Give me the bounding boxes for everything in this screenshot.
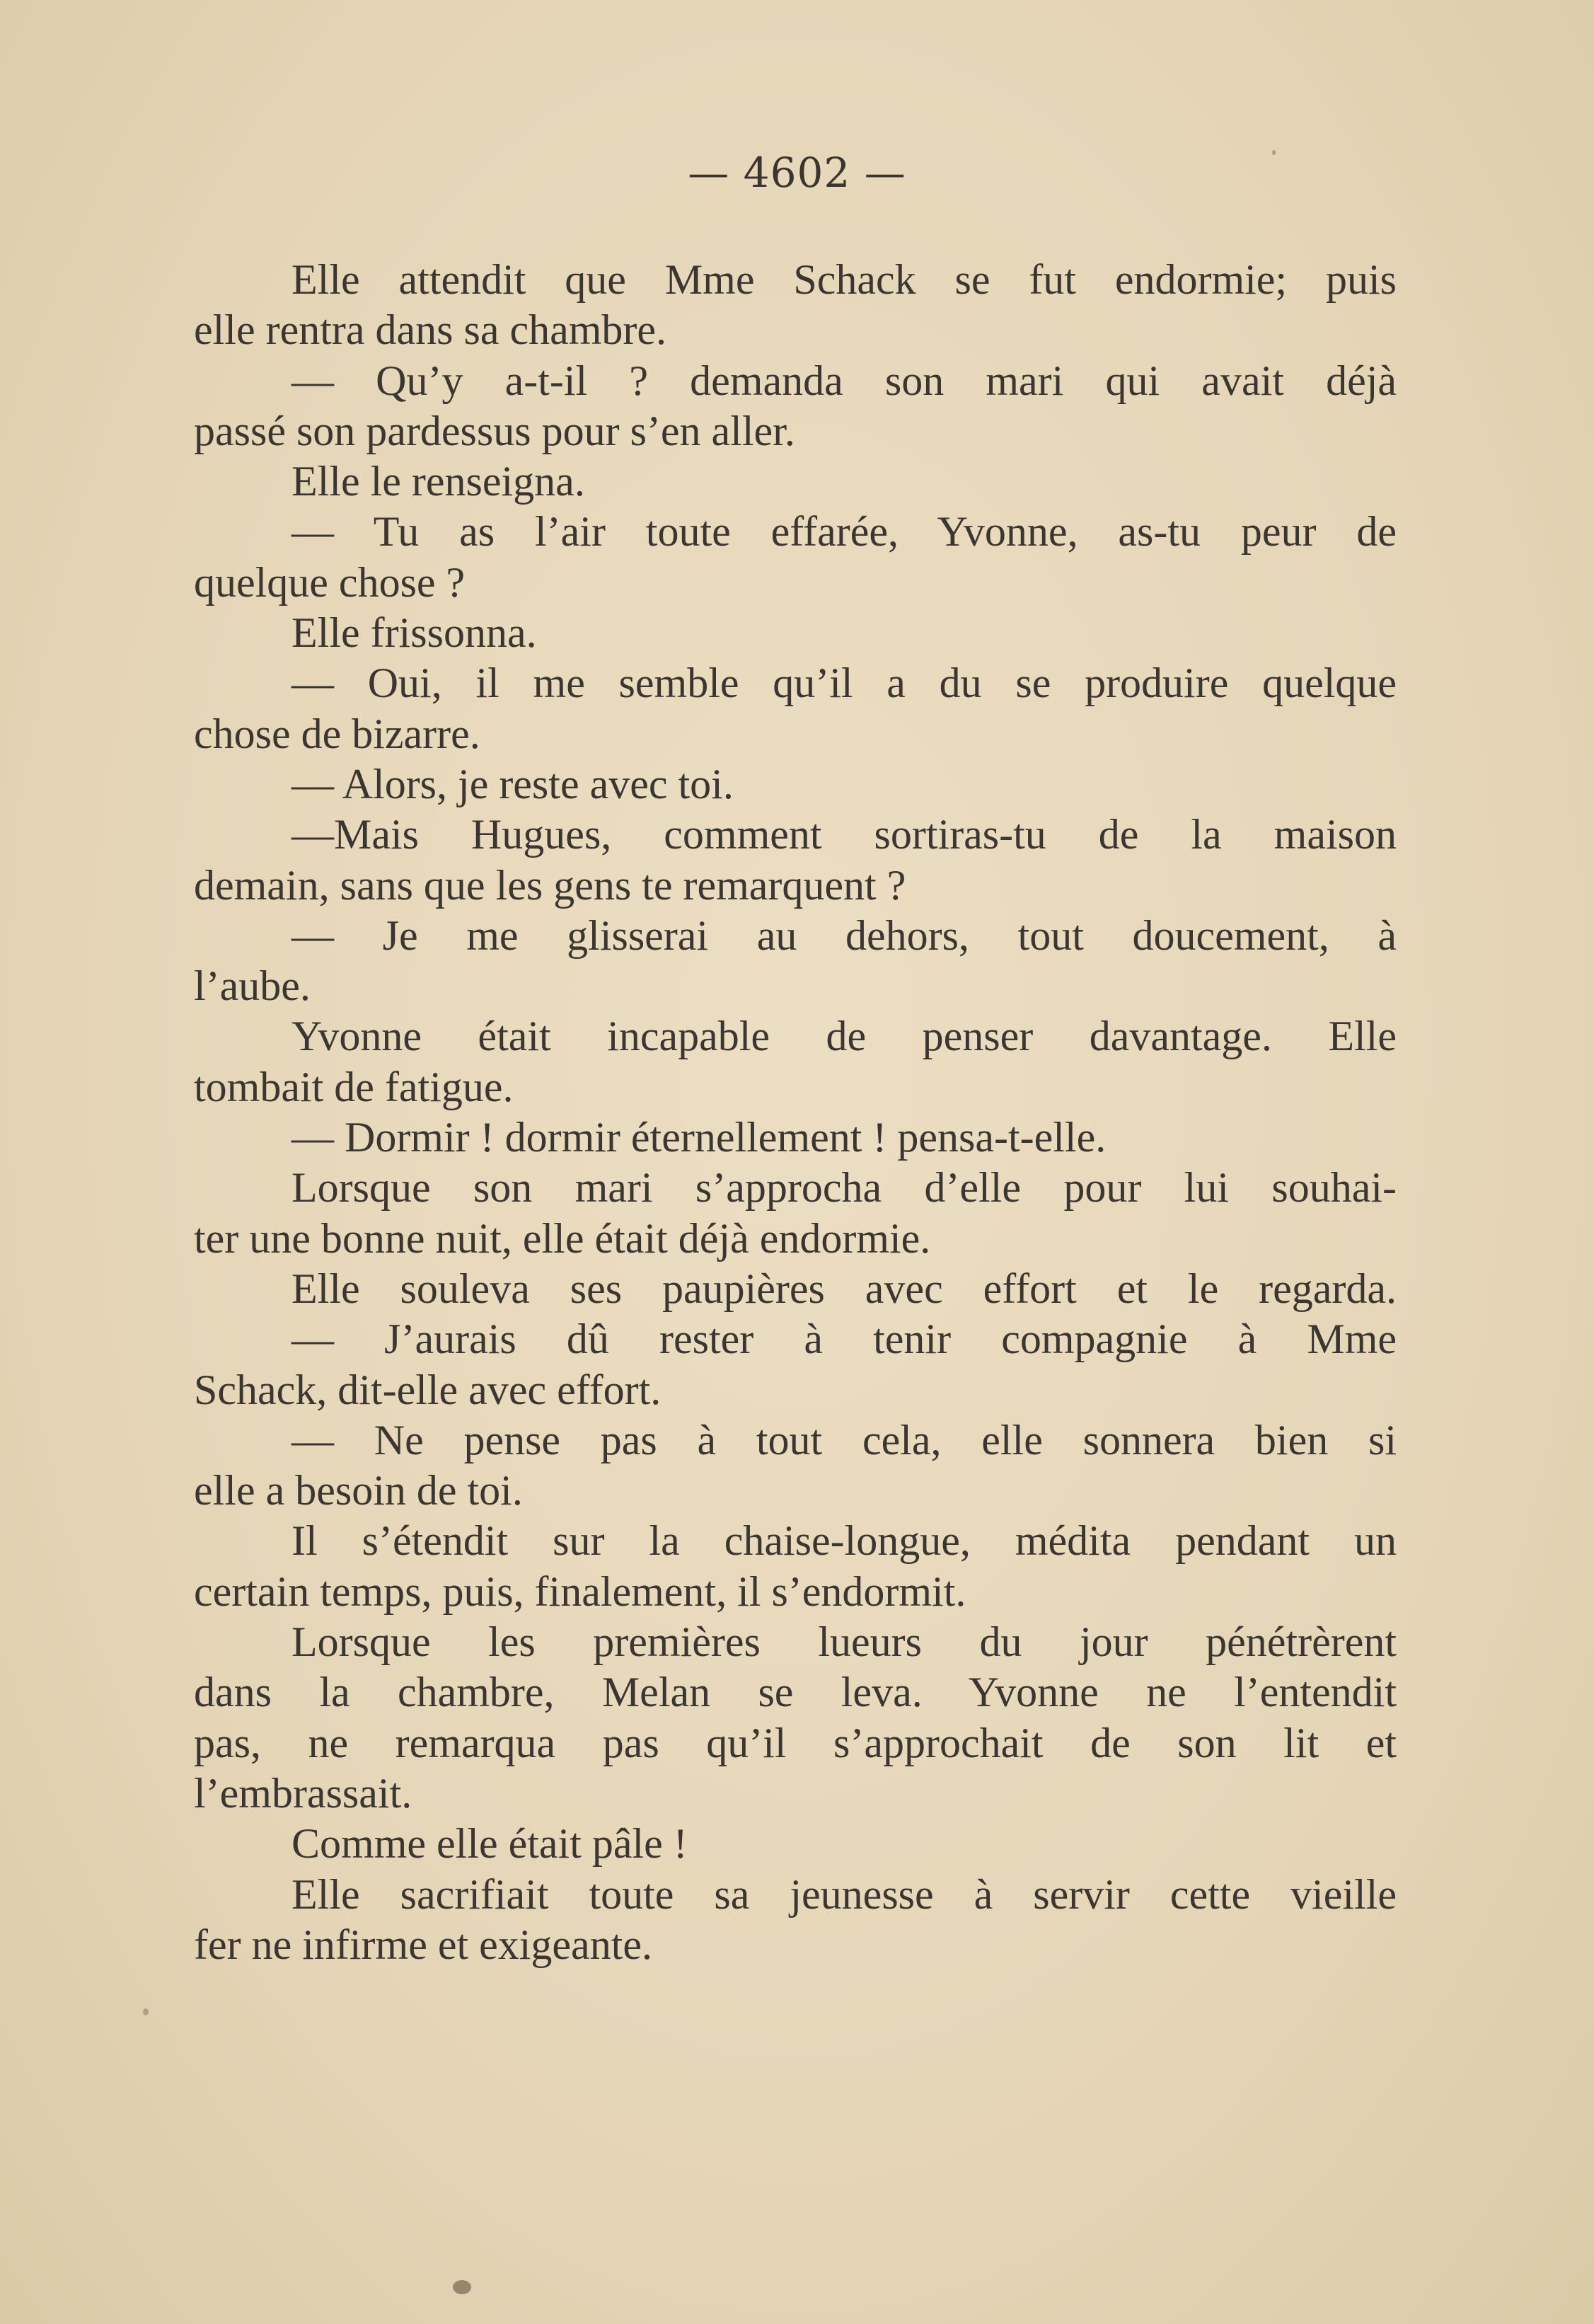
page-number: — 4602 — [688,149,906,197]
text-line: ter une bonne nuit, elle était déjà endormie. [194,1214,931,1262]
text-line: l’aube. [194,962,311,1010]
text-line: pas, ne remarqua pas qu’il s’approchait de son lit et [194,1719,1397,1766]
paper-stain [1272,150,1276,155]
text-line: demain, sans que les gens te remarquent ? [194,861,906,909]
text-line: — Dormir ! dormir éternellement ! pensa-t-elle. [291,1114,1107,1161]
paper-stain [453,2280,471,2294]
text-line: — Oui, il me semble qu’il a du se produire quelque [291,660,1397,707]
text-line: Elle le renseigna. [291,458,585,505]
text-line: Elle sacrifiait toute sa jeunesse à servir cette vieille [291,1870,1397,1918]
text-line: — Je me glisserai au dehors, tout doucement, à [291,911,1397,959]
text-line: — Qu’y a-t-il ? demanda son mari qui avait déjà [291,357,1397,404]
text-line: elle a besoin de toi. [194,1467,523,1514]
text-line: — Ne pense pas à tout cela, elle sonnera bien si [291,1416,1397,1463]
text-line: — Tu as l’air toute effarée, Yvonne, as-tu peur de [291,508,1397,556]
text-line: tombait de fatigue. [194,1063,514,1110]
text-line: dans la chambre, Melan se leva. Yvonne ne l’entendit [194,1669,1397,1716]
paper-stain [143,2008,149,2015]
text-line: Elle attendit que Mme Schack se fut endormie; puis [291,256,1397,303]
text-line: certain temps, puis, finalement, il s’endormit. [194,1567,966,1615]
text-line: Il s’étendit sur la chaise-longue, médita pendant un [291,1517,1397,1565]
text-line: — Alors, je reste avec toi. [291,760,734,807]
text-line: Elle souleva ses paupières avec effort et le regarda. [291,1265,1397,1312]
text-line: fer ne infirme et exigeante. [194,1921,652,1968]
text-line: Schack, dit-elle avec effort. [194,1366,662,1413]
body-text [194,255,1397,1970]
text-line: Elle frissonna. [291,609,537,657]
text-line: passé son pardessus pour s’en aller. [194,407,795,454]
text-line: elle rentra dans sa chambre. [194,306,666,354]
text-line: Lorsque son mari s’approcha d’elle pour lui souhai- [291,1164,1397,1212]
text-line: — J’aurais dû rester à tenir compagnie à Mme [291,1316,1397,1363]
text-line: Lorsque les premières lueurs du jour pénétrèrent [291,1618,1397,1666]
text-line: —Mais Hugues, comment sortiras-tu de la maison [291,811,1397,858]
text-line: Yvonne était incapable de penser davantage. Elle [291,1013,1397,1060]
text-line: chose de bizarre. [194,710,480,757]
text-line: l’embrassait. [194,1769,412,1817]
text-line: quelque chose ? [194,558,466,606]
text-line: Comme elle était pâle ! [291,1820,688,1868]
